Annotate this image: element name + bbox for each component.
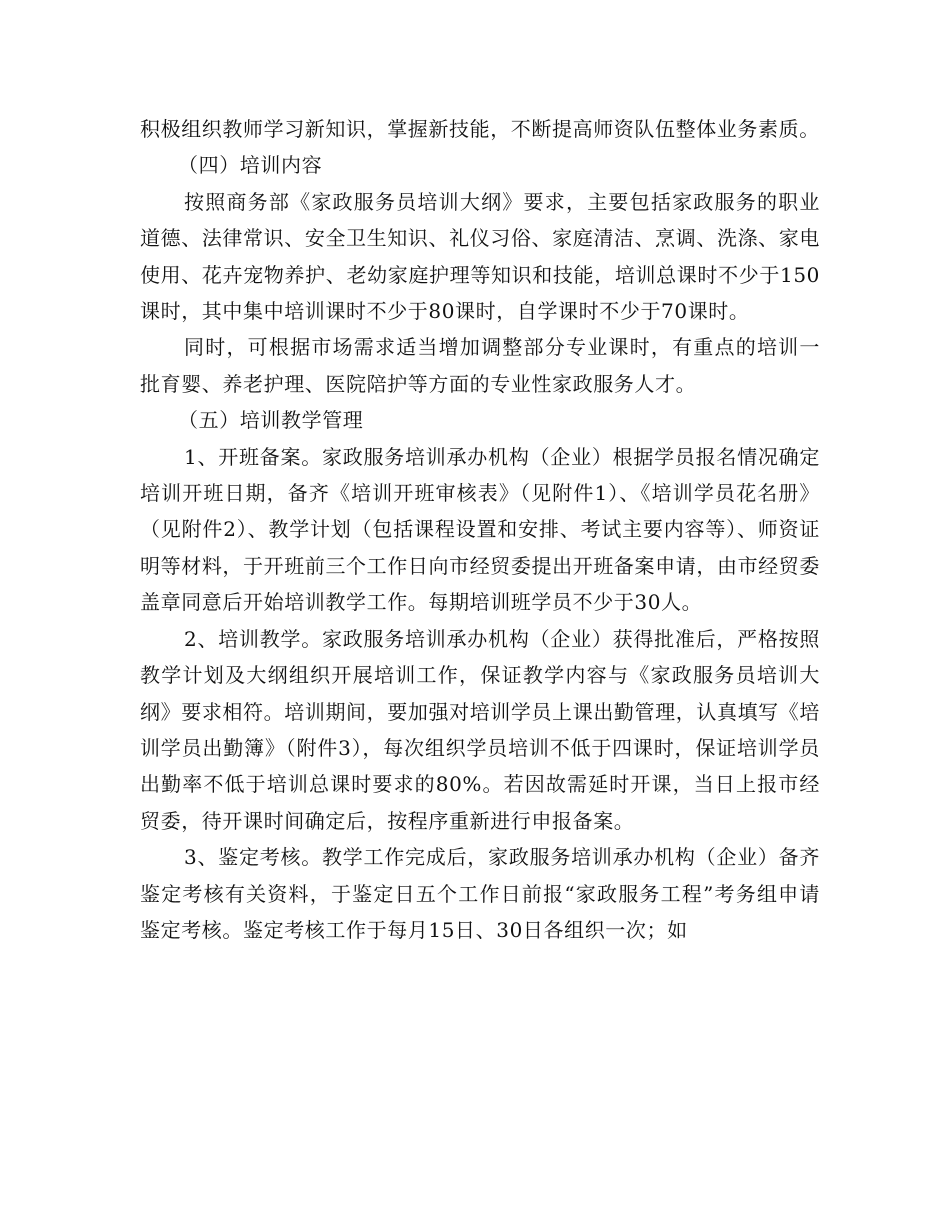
section-heading-training-content: （四）培训内容 <box>178 153 323 178</box>
paragraph-training-content: 按照商务部《家政服务员培训大纲》要求，主要包括家政服务的职业道德、法律常识、安全卫生知识、礼仪习俗、家庭清洁、烹调、洗涤、家电使用、花卉宠物养护、老幼家庭护理等知识和技能，培训总课时不少于150课时，其中集中培训课时不少于80课时，自学课时不少于70课时。 <box>140 189 820 324</box>
document-body <box>140 111 820 948</box>
paragraph-training-teaching: 2、培训教学。家政服务培训承办机构（企业）获得批准后，严格按照教学计划及大纲组织开展培训工作，保证教学内容与《家政服务员培训大纲》要求相符。培训期间，要加强对培训学员上课出勤管理，认真填写《培训学员出勤簿》（附件3），每次组织学员培训不低于四课时，保证培训学员出勤率不低于培训总课时要求的80%。若因故需延时开课，当日上报市经贸委，待开课时间确定后，按程序重新进行申报备案。 <box>140 626 820 833</box>
paragraph-assessment: 3、鉴定考核。教学工作完成后，家政服务培训承办机构（企业）备齐鉴定考核有关资料，于鉴定日五个工作日前报“家政服务工程”考务组申请鉴定考核。鉴定考核工作于每月15日、30日各组织一次；如 <box>140 845 820 942</box>
section-heading-teaching-management: （五）培训教学管理 <box>178 408 364 433</box>
paragraph-class-registration: 1、开班备案。家政服务培训承办机构（企业）根据学员报名情况确定培训开班日期，备齐《培训开班审核表》（见附件1）、《培训学员花名册》（见附件2）、教学计划（包括课程设置和安排、考试主要内容等）、师资证明等材料，于开班前三个工作日向市经贸委提出开班备案申请，由市经贸委盖章同意后开始培训教学工作。每期培训班学员不少于30人。 <box>140 444 820 615</box>
paragraph-specialized-courses: 同时，可根据市场需求适当增加调整部分专业课时，有重点的培训一批育婴、养老护理、医院陪护等方面的专业性家政服务人才。 <box>140 335 820 396</box>
paragraph-continued: 积极组织教师学习新知识，掌握新技能，不断提高师资队伍整体业务素质。 <box>140 117 820 141</box>
